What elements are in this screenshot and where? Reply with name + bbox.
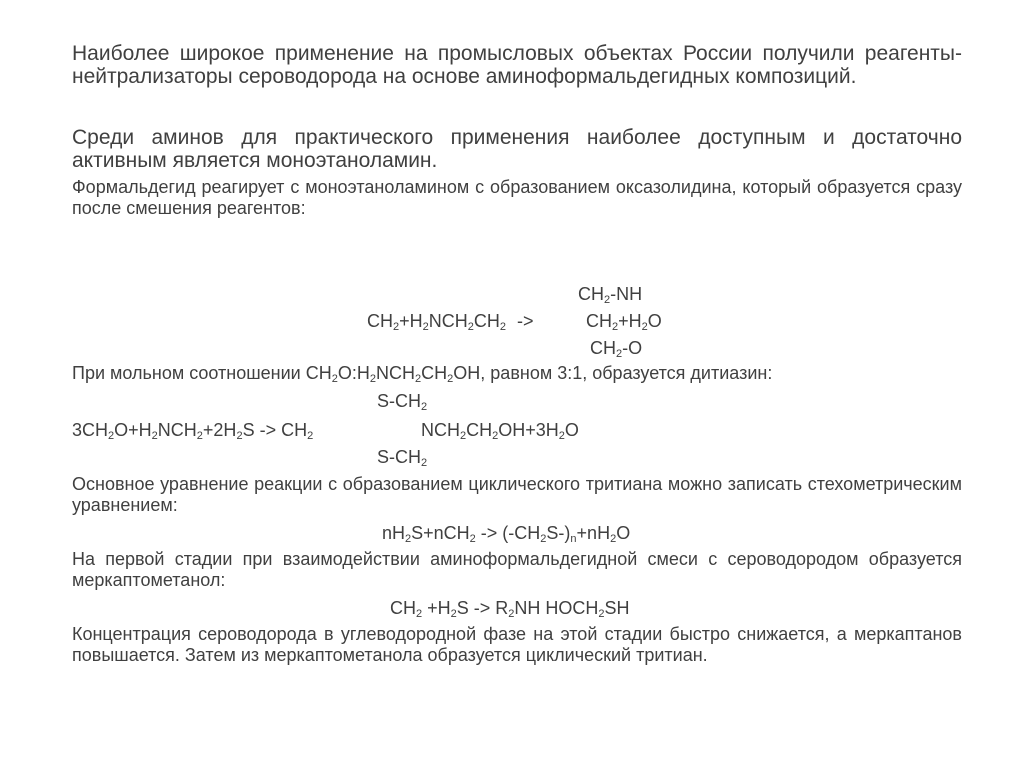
oxazolidine-product: $CH_2+H_2O$ bbox=[586, 311, 662, 333]
paragraph-trithiane: Основное уравнение реакции с образованием циклического тритиана можно записать стехометрическим уравнением: bbox=[72, 474, 962, 515]
paragraph-formaldehyde: Формальдегид реагирует с моноэтаноламином с образованием оксазолидина, который образуется сразу после смешения реагентов: bbox=[72, 177, 962, 218]
dithiazine-product: $NCH_2CH_2OH+3H_2O$ bbox=[421, 420, 579, 442]
dithiazine-equation: $3CH_2O+H_2NCH_2+2H_2S -> CH_2$ bbox=[72, 420, 314, 442]
reaction-arrow: -> bbox=[517, 311, 534, 331]
paragraph-molar-ratio: При мольном соотношении $CH_2O:H_2NCH_2CH_2OH$, равном 3:1, образуется дитиазин: bbox=[72, 363, 773, 385]
paragraph-concentration: Концентрация сероводорода в углеводородной фазе на этой стадии быстро снижается, а меркаптанов повышается. Затем из меркаптометанола образуется циклический тритиан. bbox=[72, 624, 962, 665]
paragraph-first-stage: На первой стадии при взаимодействии аминоформальдегидной смеси с сероводородом образуется меркаптометанол: bbox=[72, 549, 962, 590]
oxazolidine-equation: $CH_2+H_2NCH_2CH_2$ -> bbox=[367, 311, 534, 333]
mercaptomethanol-equation: $CH_2 +H_2S -> R_2NH$ $HOCH_2SH$ bbox=[390, 598, 630, 620]
paragraph-application: Наиболее широкое применение на промысловых объектах России получили реагенты-нейтрализаторы сероводорода на основе аминоформальдегидных композиций. bbox=[72, 42, 962, 88]
dithiazine-ring-top: $S-CH_2$ bbox=[377, 391, 428, 413]
paragraph-amines: Среди аминов для практического применения наиболее доступным и достаточно активным является моноэтаноламин. bbox=[72, 126, 962, 172]
trithiane-equation: $nH_2S+nCH_2 -> (-CH_2S-)_n+nH_2O$ bbox=[382, 523, 631, 545]
oxazolidine-ring-top: $CH_2-NH$ bbox=[578, 284, 643, 306]
oxazolidine-ring-bottom: $CH_2-O$ bbox=[590, 338, 643, 360]
molar-ratio-formula: $CH_2O:H_2NCH_2CH_2OH$, bbox=[305, 363, 486, 385]
dithiazine-ring-bottom: $S-CH_2$ bbox=[377, 447, 428, 469]
